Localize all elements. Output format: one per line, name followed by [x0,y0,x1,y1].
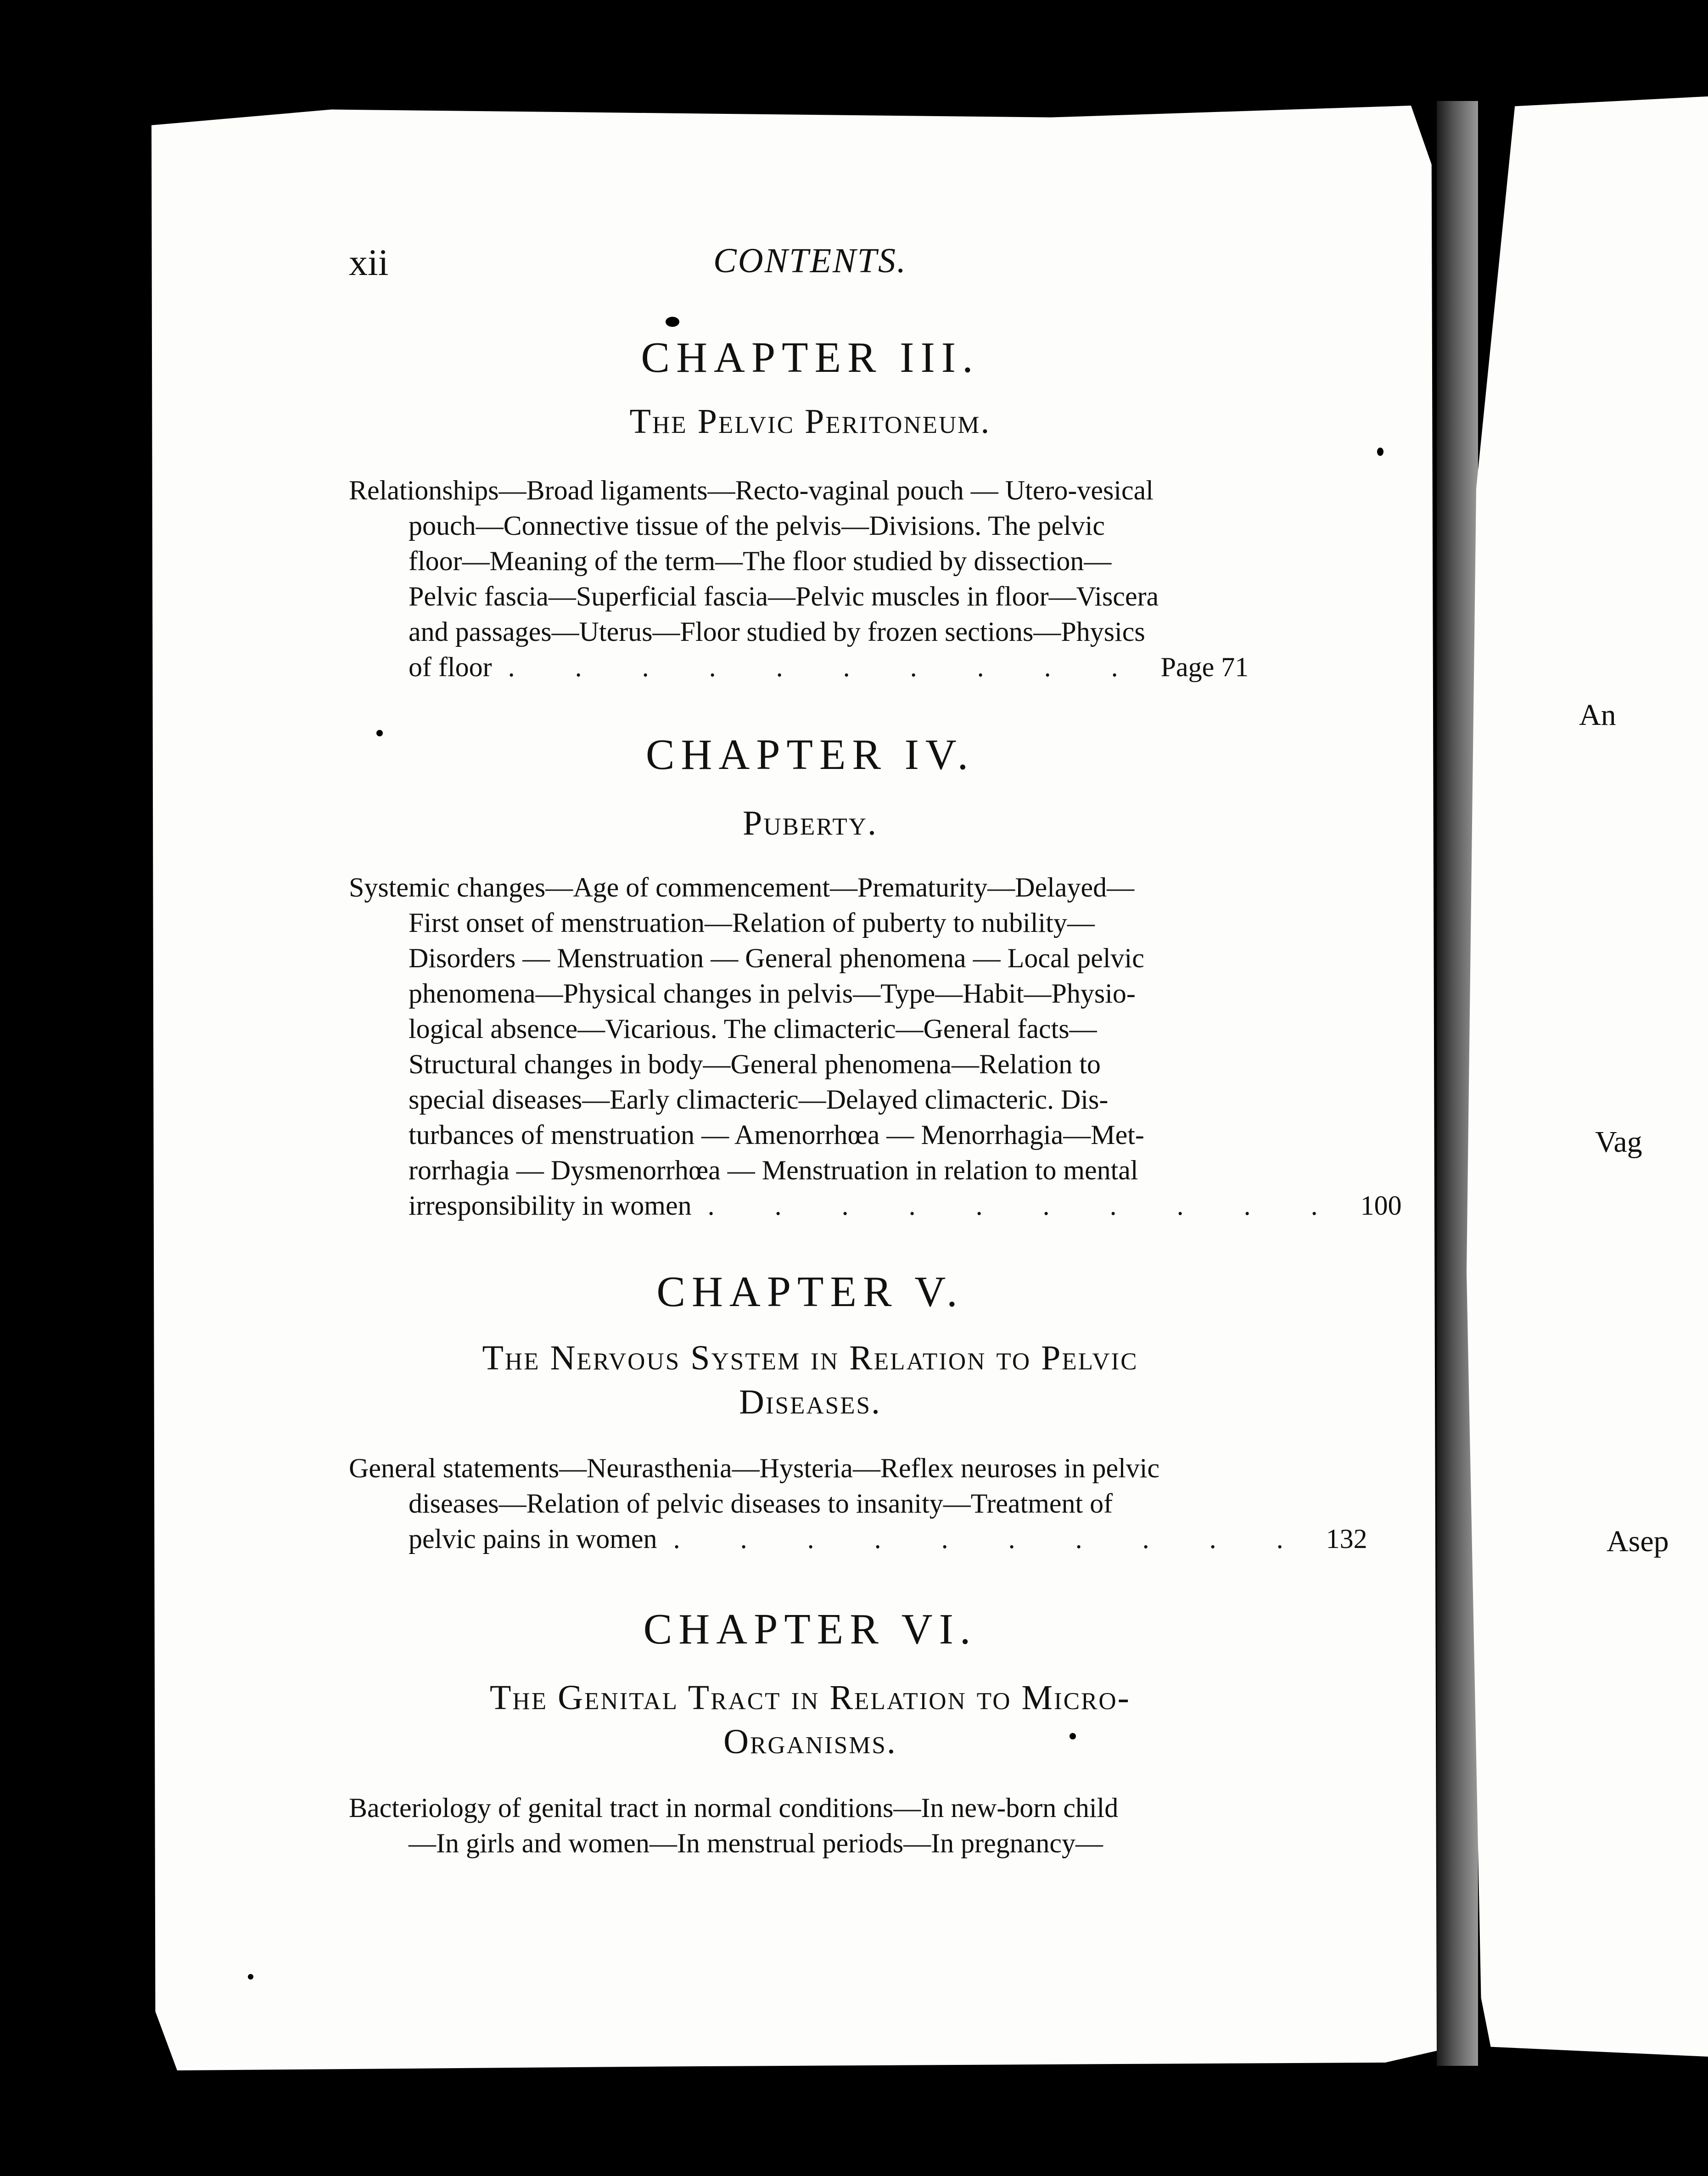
summary-line: turbances of menstruation — Amenorrhœa — Menorrhagia—Met- [409,1120,1144,1150]
ink-speck [1377,448,1383,456]
summary-line-end: pelvic pains in women [409,1524,657,1554]
chapter-6-summary [349,1790,1271,1861]
summary-line: floor—Meaning of the term—The floor studied by dissection— [409,546,1112,576]
chapter-6-heading: CHAPTER VI. [643,1605,977,1653]
summary-line: Systemic changes—Age of commencement—Prematurity—Delayed— [349,872,1135,903]
facing-page [1467,96,1708,2057]
chapter-4-summary [349,870,1402,1223]
facing-page-fragment-3: Asep [1607,1525,1669,1558]
summary-line: pouch—Connective tissue of the pelvis—Divisions. The pelvic [409,510,1105,541]
summary-line: logical absence—Vicarious. The climacteric—General facts— [409,1014,1097,1044]
facing-page-fragment-1: An [1579,698,1616,732]
page-reference: 100 [1360,1190,1402,1221]
summary-line: and passages—Uterus—Floor studied by frozen sections—Physics [409,617,1145,647]
running-title: CONTENTS. [713,241,907,280]
chapter-6-subtitle [349,1676,1271,1764]
summary-line: First onset of menstruation—Relation of puberty to nubility— [409,908,1095,938]
summary-line: diseases—Relation of pelvic diseases to insanity—Treatment of [409,1488,1113,1519]
summary-line-end: of floor [409,652,492,682]
summary-line: Pelvic fascia—Superficial fascia—Pelvic muscles in floor—Viscera [409,581,1159,611]
leader-dots: . . . . . . . . . . [673,1524,1310,1554]
page-header [349,241,1271,287]
summary-line: Structural changes in body—General phenomena—Relation to [409,1049,1101,1079]
leader-dots: . . . . . . . . . . [508,652,1145,682]
chapter-4-heading: CHAPTER IV. [645,731,975,779]
chapter-3-summary [349,473,1271,685]
chapter-3-heading: CHAPTER III. [641,334,980,381]
subtitle-line: The Nervous System in Relation to Pelvic [482,1339,1138,1377]
page-reference: Page 71 [1160,652,1249,682]
summary-line-end: irresponsibility in women [409,1190,692,1221]
summary-last-line [349,1521,1367,1557]
ink-speck [666,317,679,327]
summary-line: Bacteriology of genital tract in normal conditions—In new-born child [349,1793,1119,1823]
summary-line: phenomena—Physical changes in pelvis—Type—Habit—Physio- [409,978,1136,1009]
subtitle-line: Organisms. [723,1722,897,1761]
page-number: xii [349,241,389,283]
summary-line: General statements—Neurasthenia—Hysteria—Reflex neuroses in pelvic [349,1453,1160,1483]
facing-page-fragment-2: Vag [1595,1125,1642,1159]
ink-speck [248,1974,253,1980]
summary-line: rorrhagia — Dysmenorrhœa — Menstruation in relation to mental [409,1155,1138,1185]
summary-last-line [349,1188,1402,1223]
summary-line: Relationships—Broad ligaments—Recto-vaginal pouch — Utero-vesical [349,475,1154,505]
chapter-5-heading: CHAPTER V. [656,1268,964,1316]
leader-dots: . . . . . . . . . . [707,1190,1344,1221]
summary-line: special diseases—Early climacteric—Delayed climacteric. Dis- [409,1084,1109,1115]
chapter-5-subtitle [349,1336,1271,1424]
chapter-3-subtitle: The Pelvic Peritoneum. [629,402,991,441]
chapter-5-summary [349,1451,1367,1557]
chapter-4-subtitle: Puberty. [742,804,878,842]
subtitle-line: The Genital Tract in Relation to Micro- [490,1678,1131,1717]
page-reference: 132 [1326,1524,1367,1554]
summary-last-line [349,650,1271,685]
ink-speck [1070,1733,1076,1739]
summary-line: Disorders — Menstruation — General phenomena — Local pelvic [409,943,1144,973]
subtitle-line: Diseases. [739,1383,881,1421]
summary-line: —In girls and women—In menstrual periods—In pregnancy— [409,1828,1103,1858]
ink-speck [376,730,383,736]
